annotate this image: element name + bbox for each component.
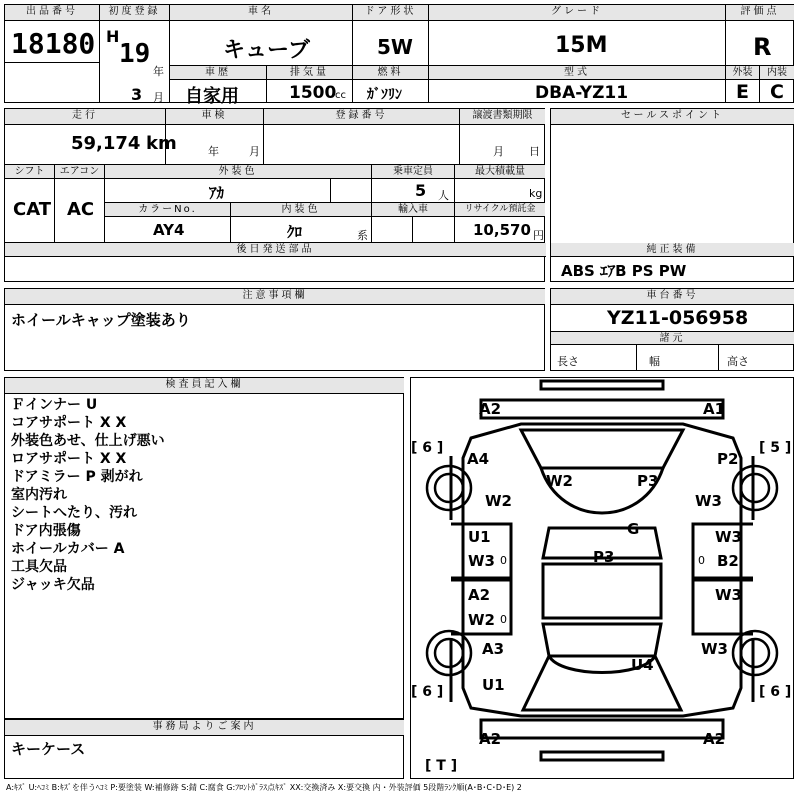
ext-color-value: ｱｶ — [209, 184, 225, 202]
code-a2-front-left: A2 — [479, 400, 502, 418]
code-a4: A4 — [467, 450, 490, 468]
displacement-label: 排気量 — [267, 66, 353, 80]
code-w3-right-rear-fender: W3 — [701, 640, 728, 658]
kg-unit: kg — [529, 187, 543, 200]
sales-point-block — [550, 108, 794, 282]
color-no-value: AY4 — [153, 221, 185, 239]
damage-diagram — [410, 377, 794, 779]
int-color-label: 内装色 — [231, 203, 372, 217]
grade-value: 15M — [555, 33, 608, 58]
chassis-value: YZ11-056958 — [607, 307, 749, 329]
recycle-value: 10,570 — [473, 221, 531, 239]
transfer-day-unit: 日 — [529, 145, 540, 158]
specs-label: 諸元 — [551, 331, 794, 345]
capacity-value: 5 — [415, 181, 427, 200]
code-p3-hood: P3 — [637, 472, 659, 490]
fuel-label: 燃料 — [353, 66, 429, 80]
code-w3-right-rear-door: W3 — [715, 586, 742, 604]
shift-label: シフト — [5, 165, 55, 179]
inspector-note-line: シートへたり、汚れ — [11, 505, 137, 521]
capacity-label: 乗車定員 — [372, 165, 455, 179]
inspection-year-unit: 年 — [208, 145, 219, 158]
lot-number: 18180 — [11, 27, 96, 60]
rating-value: R — [753, 33, 772, 61]
code-w3-right-door: W3 — [715, 528, 742, 546]
code-a3: A3 — [482, 640, 505, 658]
history-value: 自家用 — [185, 86, 239, 107]
transfer-month-unit: 月 — [493, 145, 504, 158]
code-a2-rear-left: A2 — [479, 730, 502, 748]
mileage-value: 59,174 — [71, 133, 141, 154]
car-name: キューブ — [223, 38, 310, 63]
history-label: 車歴 — [170, 66, 267, 80]
car-outline-diagram — [411, 378, 793, 778]
chassis-label: 車台番号 — [551, 289, 794, 305]
inspection-label: 車検 — [166, 109, 264, 125]
cc-unit: cc — [335, 90, 346, 101]
code-w2-left-fender: W2 — [485, 492, 512, 510]
code-g-glass: G — [627, 520, 640, 538]
code-a2-left-rear-door: A2 — [468, 586, 491, 604]
sales-point-label: セールスポイント — [551, 109, 794, 125]
inspector-note-line: 外装色あせ、仕上げ悪い — [11, 433, 165, 449]
length-label: 長さ — [557, 355, 579, 368]
inspection-month-unit: 月 — [249, 145, 260, 158]
office-block — [4, 719, 404, 779]
code-b2-right-door: B2 — [717, 552, 739, 570]
office-label: 事務局よりご案内 — [5, 720, 404, 736]
first-reg-label: 初度登録 — [100, 5, 170, 21]
vehicle-detail-block — [4, 108, 545, 282]
tire-rear-left: [ 6 ] — [411, 684, 444, 700]
ext-color-label: 外装色 — [105, 165, 372, 179]
inspector-note-line: ドアミラー P 剥がれ — [11, 469, 143, 485]
interior-grade: C — [770, 81, 784, 103]
height-label: 高さ — [727, 355, 749, 368]
month-unit: 月 — [153, 91, 164, 104]
inspector-note-line: 工具欠品 — [11, 559, 67, 575]
exterior-grade: E — [736, 81, 749, 103]
code-0-left-door: 0 — [500, 554, 507, 567]
transfer-label: 譲渡書類期限 — [460, 109, 545, 125]
yen-unit: 円 — [533, 229, 544, 242]
code-0-left-rear-door: 0 — [500, 613, 507, 626]
later-parts-label: 後日発送部品 — [5, 243, 546, 257]
mileage-label: 走行 — [5, 109, 166, 125]
door-label: ドア形状 — [353, 5, 429, 21]
code-p2: P2 — [717, 450, 739, 468]
equipment-label: 純正装備 — [551, 243, 794, 257]
recycle-label: リサイクル預託金 — [455, 203, 545, 217]
office-text: キーケース — [11, 740, 86, 758]
tire-front-left: [ 6 ] — [411, 440, 444, 456]
inspector-note-line: ロアサポート X X — [11, 451, 127, 467]
chassis-block — [550, 288, 794, 371]
code-w3-right-fender: W3 — [695, 492, 722, 510]
code-u1-rear-left: U1 — [482, 676, 505, 694]
color-no-label: カラーNo. — [105, 203, 231, 217]
inspector-note-line: ホイールカバー A — [11, 541, 125, 557]
fuel-value: ｶﾞｿﾘﾝ — [367, 87, 402, 103]
width-label: 幅 — [649, 355, 660, 368]
door-value: 5W — [377, 35, 413, 59]
code-u1-left-door: U1 — [468, 528, 491, 546]
inspector-block — [4, 377, 404, 719]
interior-label: 内装 — [760, 66, 794, 80]
tire-rear-right: [ 6 ] — [759, 684, 792, 700]
int-color-suffix: 系 — [357, 229, 368, 242]
code-p3-roof: P3 — [593, 548, 615, 566]
inspector-note-line: ジャッキ欠品 — [11, 577, 95, 593]
int-color-value: ｸﾛ — [287, 223, 303, 241]
header-block — [4, 4, 794, 107]
caution-text: ホイールキャップ塗装あり — [11, 311, 191, 329]
shift-value: CAT — [13, 199, 52, 220]
code-0-right-door: 0 — [698, 554, 705, 567]
reg-month: 3 — [131, 85, 143, 104]
code-w2-left-rear-door: W2 — [468, 611, 495, 629]
inspector-note-line: Ｆインナー U — [11, 397, 98, 413]
displacement-value: 1500 — [289, 83, 337, 103]
code-w3-left-door: W3 — [468, 552, 495, 570]
inspector-note-line: 室内汚れ — [11, 487, 67, 503]
code-u4-hatch: U4 — [631, 656, 654, 674]
ac-value: AC — [67, 199, 95, 220]
reg-no-label: 登録番号 — [264, 109, 460, 125]
inspector-label: 検査員記入欄 — [5, 378, 404, 394]
reg-year: 19 — [119, 39, 151, 69]
load-label: 最大積載量 — [455, 165, 545, 179]
rating-label: 評価点 — [726, 5, 794, 21]
year-unit: 年 — [153, 65, 164, 78]
grade-label: グレード — [429, 5, 726, 21]
ac-label: エアコン — [55, 165, 105, 179]
exterior-label: 外装 — [726, 66, 760, 80]
legend-footer: A:ｷｽﾞ U:ﾍｺﾐ B:ｷｽﾞを伴うﾍｺﾐ P:要塗装 W:補修跡 S:錆 C:腐食 G:ﾌﾛﾝﾄｶﾞﾗｽ点ｷｽﾞ XX:交換済み X:要交換 内・外装評価 5段階ﾗﾝｸ順(A･B･C･D･E) 2 — [6, 783, 522, 792]
equipment-value: ABS ｴｱB PS PW — [561, 262, 687, 280]
car-name-label: 車名 — [170, 5, 353, 21]
inspector-note-line: ドア内張傷 — [11, 523, 81, 539]
spare-tire: [ T ] — [425, 758, 458, 774]
caution-block — [4, 288, 545, 371]
code-a2-rear-right: A2 — [703, 730, 726, 748]
inspector-note-line: コアサポート X X — [11, 415, 127, 431]
inspector-notes-list — [11, 396, 165, 594]
model-label: 型式 — [429, 66, 726, 80]
code-w2-hood: W2 — [546, 472, 573, 490]
tire-front-right: [ 5 ] — [759, 440, 792, 456]
model-value: DBA-YZ11 — [535, 83, 629, 103]
caution-label: 注意事項欄 — [5, 289, 545, 305]
km-unit: km — [146, 133, 177, 154]
import-label: 輸入車 — [372, 203, 455, 217]
lot-number-label: 出品番号 — [5, 5, 100, 21]
code-a1-front-right: A1 — [703, 400, 726, 418]
person-unit: 人 — [438, 189, 449, 202]
era: H — [106, 27, 120, 46]
